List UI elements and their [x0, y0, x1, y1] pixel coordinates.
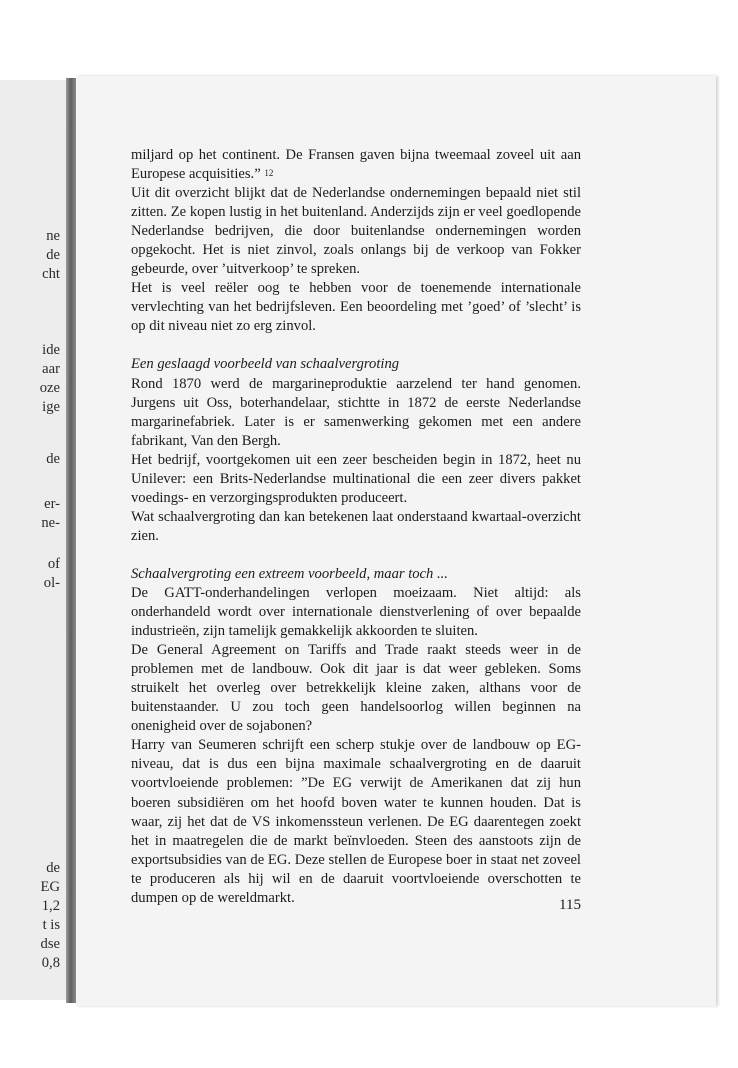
page-number: 115: [559, 897, 581, 913]
margin-fragment: EG: [40, 879, 60, 895]
previous-page-edge: [0, 80, 66, 1000]
margin-fragment: 1,2: [41, 898, 60, 914]
margin-fragment: de: [46, 451, 60, 467]
paragraph: De GATT-onderhandelingen verlopen moeizaam. Niet altijd: als onderhandeld wordt over internationale dienstverlening of over bepaalde industrieën, zijn tamelijk gemakkelijk akkoorden te sluiten.: [131, 584, 581, 640]
margin-fragment: ne-: [41, 515, 60, 531]
margin-fragment: ol-: [43, 575, 60, 591]
margin-fragment: de: [46, 860, 60, 876]
margin-fragment: er-: [44, 496, 60, 512]
margin-fragment: de: [46, 247, 60, 263]
footnote-ref: 12: [264, 168, 274, 179]
paragraph: Uit dit overzicht blijkt dat de Nederlandse ondernemingen bepaald niet stil zitten. Ze kopen lustig in het buitenland. Anderzijds zijn er veel goedlopende Nederlandse bedrijven, die door buitenlandse ondernemingen worden opgekocht. Het is niet zinvol, zoals onlangs bij de verkoop van Fokker gebeurde, over ’uitverkoop’ te spreken.: [131, 185, 581, 278]
margin-fragment: 0,8: [41, 955, 60, 971]
book-binding: [66, 78, 76, 1003]
paragraph: Rond 1870 werd de margarineproduktie aarzelend ter hand genomen. Jurgens uit Oss, boterhandelaar, stichtte in 1872 de eerste Nederlandse margarinefabriek. Later is er samenwerking gekomen met een andere fabrikant, Van den Bergh.: [131, 375, 581, 449]
margin-fragment: dse: [40, 936, 60, 952]
paragraph: [131, 146, 581, 184]
margin-fragment: aar: [42, 361, 60, 377]
paragraph: De General Agreement on Tariffs and Trade raakt steeds weer in de problemen met de landbouw. Ook dit jaar is dat weer gebleken. Soms struikelt het overleg over betrekkelijk kleine zaken, althans voor de buitenstaander. U zou toch geen handelsoorlog willen beginnen na onenigheid over de sojabonen?: [131, 642, 581, 735]
margin-fragment: t is: [42, 917, 60, 933]
margin-fragment: ige: [42, 399, 60, 415]
section-heading: Schaalvergroting een extreem voorbeeld, maar toch ...: [131, 565, 448, 582]
paragraph: Wat schaalvergroting dan kan betekenen laat onderstaand kwartaal-overzicht zien.: [131, 508, 581, 544]
margin-fragment: ne: [46, 228, 60, 244]
margin-fragment: of: [47, 556, 60, 572]
paragraph-text: miljard op het continent. De Fransen gaven bijna tweemaal zoveel uit aan Europese acquisities.”: [131, 147, 581, 183]
paragraph: Harry van Seumeren schrijft een scherp stukje over de landbouw op EG-niveau, dat is dus een bijna maximale schaalvergroting en de daaruit voortvloeiende problemen: ”De EG verwijt de Amerikanen dat zij hun boeren subsidiëren om het hoofd boven water te kunnen houden. Dat is waar, zij het dat de VS inkomenssteun verlenen. De EG daarentegen zoekt het in maatregelen die de markt beïnvloeden. Steen des aanstoots zijn de exportsubsidies van de EG. Deze stellen de Europese boer in staat net zoveel te produceren als hij wil en de daaruit voortvloeiende overschotten te dumpen op de wereldmarkt.: [131, 737, 581, 906]
paragraph: Het bedrijf, voortgekomen uit een zeer bescheiden begin in 1872, heet nu Unilever: een Brits-Nederlandse multinational die een zeer divers pakket voedings- en verzorgingsprodukten produceert.: [131, 451, 581, 506]
section-heading: Een geslaagd voorbeeld van schaalvergroting: [131, 356, 400, 373]
margin-fragment: ide: [42, 342, 60, 358]
margin-fragment: cht: [42, 266, 60, 282]
margin-fragment: oze: [39, 380, 60, 396]
page-text: [131, 146, 581, 908]
paragraph: Het is veel reëler oog te hebben voor de toenemende internationale vervlechting van het bedrijfsleven. Een beoordeling met ’goed’ of ’slecht’ is op dit niveau niet zo erg zinvol.: [131, 280, 581, 335]
